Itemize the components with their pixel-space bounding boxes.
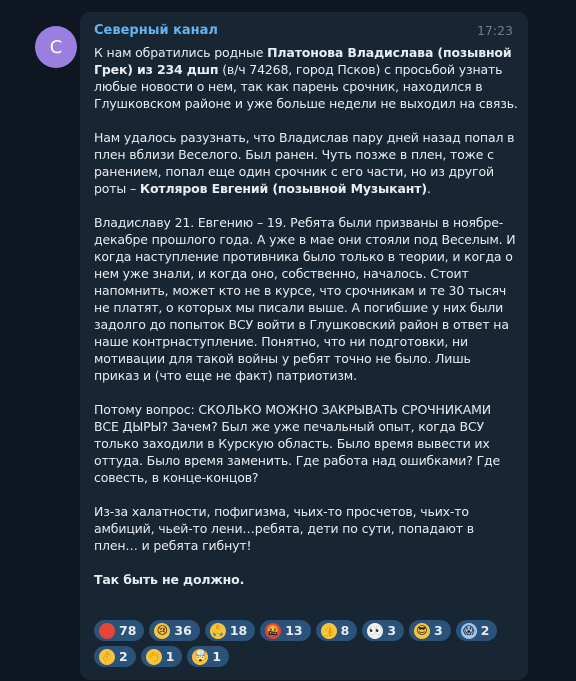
exploding-head-icon: 🤯 bbox=[193, 649, 208, 663]
reaction-thumbs-up[interactable] bbox=[316, 620, 358, 641]
paragraph-5: Из-за халатности, пофигизма, чьих-то просчетов, чьих-то амбиций, чьей-то лени…ребята, дети по сути, попадают в плен… и ребята гибнут! bbox=[94, 504, 474, 553]
reaction-cool[interactable] bbox=[409, 620, 451, 641]
eyes-icon: 👀 bbox=[368, 623, 383, 637]
reaction-count: 3 bbox=[434, 623, 443, 638]
message-time: 17:23 bbox=[476, 23, 513, 38]
paragraph-4: Потому вопрос: СКОЛЬКО МОЖНО ЗАКРЫВАТЬ СРОЧНИКАМИ ВСЕ ДЫРЫ? Зачем? Был же уже печальный опыт, когда ВСУ только заходили в Курскую область. Было время вывести их оттуда. Было время заменить. Где работа над ошибками? Где совесть, в конце-концов? bbox=[94, 402, 501, 485]
ok-hand-icon: 👌 bbox=[100, 649, 114, 663]
text-span: К нам обратились родные bbox=[94, 45, 268, 60]
clapping-hands-icon: 👏 bbox=[146, 649, 161, 663]
reaction-angry[interactable] bbox=[260, 620, 310, 641]
reaction-count: 1 bbox=[212, 649, 222, 664]
bold-name-platonov: Платонова Владислава (позывной Грек) из 234 дшп bbox=[94, 45, 512, 77]
reactions-bar bbox=[94, 620, 534, 667]
avatar-letter: С bbox=[49, 36, 63, 58]
message-text bbox=[94, 44, 518, 588]
reaction-count: 78 bbox=[119, 623, 137, 638]
reaction-count: 13 bbox=[285, 623, 303, 638]
paragraph-1 bbox=[94, 44, 518, 112]
sad-face-icon: 😢 bbox=[154, 623, 170, 639]
reaction-count: 36 bbox=[174, 623, 192, 638]
reaction-count: 2 bbox=[119, 649, 128, 664]
reaction-pray[interactable] bbox=[205, 620, 255, 641]
text-span: (в/ч 74268, город Псков) с просьбой узнать любые новости о нем, так как парень срочник, находился в Глушковском районе и уже больше недели не выходил на связь. bbox=[94, 62, 518, 111]
channel-name[interactable]: Северный канал bbox=[94, 23, 218, 38]
reaction-sad[interactable] bbox=[149, 620, 199, 641]
reaction-eyes[interactable] bbox=[362, 620, 404, 641]
paragraph-6 bbox=[94, 571, 518, 588]
reaction-clap[interactable] bbox=[141, 646, 183, 667]
reaction-count: 3 bbox=[387, 623, 397, 638]
angry-face-icon: 🤬 bbox=[266, 623, 281, 637]
reaction-count: 18 bbox=[229, 623, 248, 638]
bold-name-kotlyarov: Котляров Евгений (позывной Музыкант) bbox=[139, 181, 427, 196]
reaction-count: 1 bbox=[165, 649, 175, 664]
text-span: Нам удалось разузнать, что Владислав пару дней назад попал в плен вблизи Веселого. Был ранен. Чуть позже в плен, тоже с ранением, попал еще один срочник с его части, но из другой роты – bbox=[94, 130, 515, 196]
reaction-mind-blown[interactable] bbox=[187, 646, 229, 667]
reaction-scream[interactable] bbox=[456, 620, 498, 641]
text-span: . bbox=[426, 181, 431, 196]
reaction-hundred[interactable] bbox=[94, 620, 144, 641]
sunglasses-face-icon: 😎 bbox=[414, 623, 430, 639]
thumbs-up-icon: 👍 bbox=[321, 623, 336, 637]
hundred-points-icon: 💯 bbox=[100, 623, 114, 637]
screaming-face-icon: 😱 bbox=[461, 623, 477, 639]
paragraph-2 bbox=[94, 129, 518, 197]
channel-avatar[interactable] bbox=[35, 26, 77, 68]
reaction-ok[interactable] bbox=[94, 646, 136, 667]
praying-hands-icon: 🙏 bbox=[210, 623, 225, 637]
reaction-count: 8 bbox=[340, 623, 350, 638]
reaction-count: 2 bbox=[480, 623, 490, 638]
closing-statement: Так быть не должно. bbox=[94, 572, 245, 587]
paragraph-3: Владиславу 21. Евгению – 19. Ребята были призваны в ноябре-декабре прошлого года. А уже в мае они стояли под Веселым. И когда наступление противника было только в теории, и когда о нем уже знали, и когда оно, собственно, началось. Стоит напомнить, может кто не в курсе, что срочникам и те 30 тысяч не платят, о которых мы писали выше. А погибшие у них были задолго до попыток ВСУ войти в Глушковский район в ответ на наше контрнаступление. Понятно, что ни подготовки, ни мотивации для такой войны у ребят точно не было. Лишь приказ и (что еще не факт) патриотизм. bbox=[94, 215, 516, 383]
